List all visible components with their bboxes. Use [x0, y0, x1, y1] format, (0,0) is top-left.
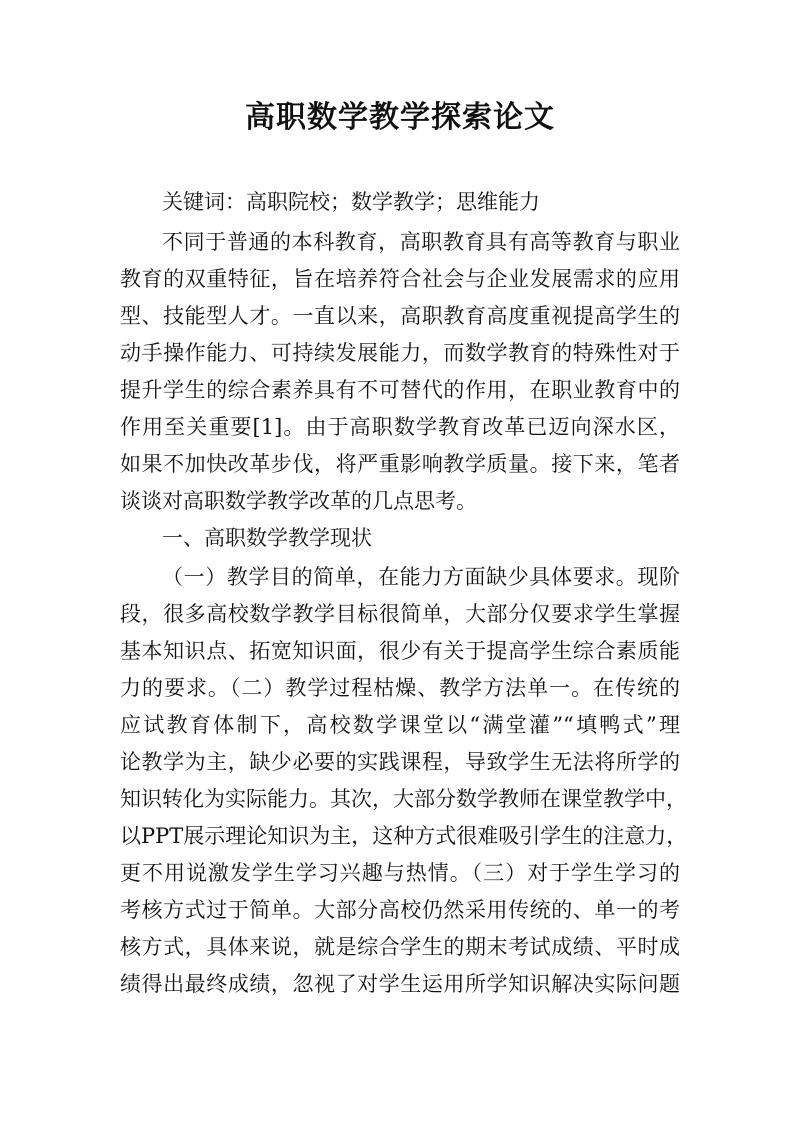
section-heading: 一、高职数学教学现状	[162, 526, 372, 550]
paragraph-line: 力的要求。（二）教学过程枯燥、教学方法单一。在传统的	[120, 676, 680, 700]
paragraph-line: 教育的双重特征，旨在培养符合社会与企业发展需求的应用	[120, 267, 680, 291]
paragraph-line: 绩得出最终成绩，忽视了对学生运用所学知识解决实际问题	[120, 972, 680, 996]
paragraph-line: 型、技能型人才。一直以来，高职教育高度重视提高学生的	[120, 304, 680, 328]
paragraph-line: 以PPT展示理论知识为主，这种方式很难吸引学生的注意力，	[120, 824, 688, 848]
paragraph-line: 考核方式过于简单。大部分高校仍然采用传统的、单一的考	[120, 898, 680, 922]
paragraph-line: 动手操作能力、可持续发展能力，而数学教育的特殊性对于	[120, 341, 680, 365]
document-title: 高职数学教学探索论文	[245, 100, 555, 135]
paragraph-line: 知识转化为实际能力。其次，大部分数学教师在课堂教学中，	[120, 787, 687, 811]
paragraph-line: 不同于普通的本科教育，高职教育具有高等教育与职业	[162, 230, 680, 254]
paragraph-line: 核方式，具体来说，就是综合学生的期末考试成绩、平时成	[120, 935, 680, 959]
paragraph-line: 基本知识点、拓宽知识面，很少有关于提高学生综合素质能	[120, 639, 680, 663]
paragraph-line: 论教学为主，缺少必要的实践课程，导致学生无法将所学的	[120, 750, 680, 774]
paragraph-line: 段，很多高校数学教学目标很简单，大部分仅要求学生掌握	[120, 602, 680, 626]
paragraph-line: （一）教学目的简单，在能力方面缺少具体要求。现阶	[162, 565, 680, 589]
paragraph-line: 提升学生的综合素养具有不可替代的作用，在职业教育中的	[120, 378, 680, 402]
paragraph-line: 如果不加快改革步伐，将严重影响教学质量。接下来，笔者	[120, 452, 680, 476]
paragraph-line: 更不用说激发学生学习兴趣与热情。（三）对于学生学习的	[120, 861, 680, 885]
paragraph-line: 应试教育体制下，高校数学课堂以“满堂灌”“填鸭式”理	[120, 713, 680, 737]
paragraph-line: 谈谈对高职数学教学改革的几点思考。	[120, 489, 477, 513]
paragraph-line: 作用至关重要[1]。由于高职数学教育改革已迈向深水区，	[120, 415, 680, 439]
keywords-line: 关键词：高职院校；数学教学；思维能力	[162, 190, 540, 214]
